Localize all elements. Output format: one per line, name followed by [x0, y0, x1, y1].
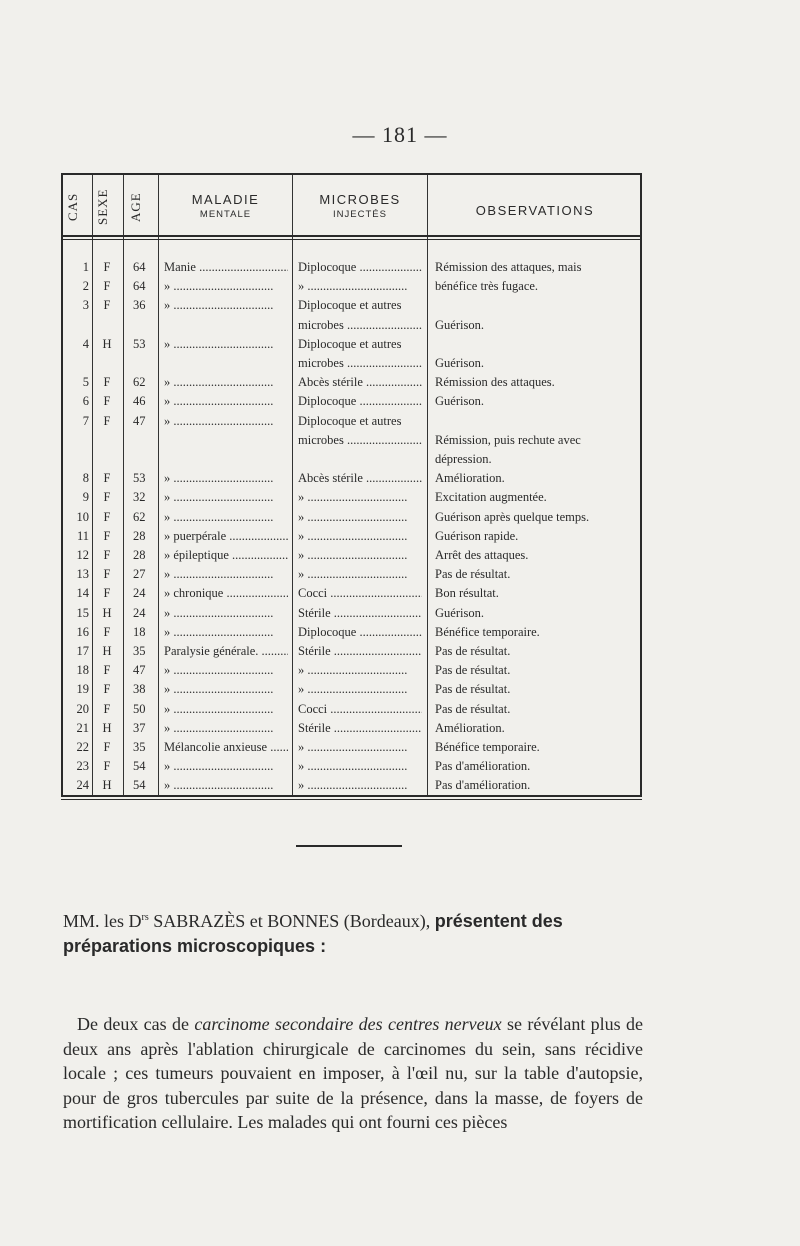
cell-cas: 17: [76, 644, 89, 658]
cell-microbes: Diplocoque .....: [298, 625, 422, 639]
cell-observations: Guérison.: [435, 317, 484, 332]
table-row: [63, 548, 640, 566]
cell-observations: Rémission des attaques, mais: [435, 260, 582, 274]
cell-microbes: Stérile .....: [298, 644, 422, 658]
cell-age: 53: [133, 471, 146, 486]
cell-observations: Guérison après quelque temps.: [435, 509, 590, 524]
cell-microbes: » .....: [298, 567, 422, 581]
cell-cas: 24: [76, 778, 89, 793]
table-row: [63, 759, 640, 777]
cell-sexe: F: [103, 528, 111, 543]
cell-microbes: » .....: [298, 548, 422, 562]
cell-sexe: F: [103, 624, 111, 639]
cell-microbes: Stérile .....: [298, 606, 422, 620]
para1-bold: présentent des préparations microscopiques :: [63, 911, 563, 956]
cell-observations: Pas d'amélioration.: [435, 778, 531, 793]
section-divider: [296, 845, 402, 847]
cell-maladie: » .....: [164, 625, 288, 639]
cell-sexe: F: [103, 586, 111, 601]
cell-cas: 10: [76, 509, 89, 524]
cell-age: 35: [133, 740, 146, 754]
para1-sup: rs: [141, 912, 149, 923]
cell-sexe: H: [102, 644, 112, 658]
cell-observations: Rémission, puis rechute avec: [435, 432, 581, 447]
cell-observations: bénéfice très fugace.: [435, 279, 539, 294]
cell-cas: 3: [82, 298, 89, 313]
table-row: [63, 318, 640, 336]
cell-microbes: » .....: [298, 759, 422, 773]
cell-cas: 14: [76, 586, 89, 601]
header-observations: [428, 203, 642, 218]
cell-age: 28: [133, 548, 146, 562]
cell-microbes: » .....: [298, 740, 422, 754]
cell-maladie: » .....: [164, 471, 288, 485]
cell-cas: 13: [76, 567, 89, 582]
cell-observations: Guérison rapide.: [435, 528, 519, 543]
cell-age: 28: [133, 528, 146, 543]
cell-sexe: F: [103, 279, 111, 294]
cell-observations: Excitation augmentée.: [435, 490, 547, 505]
cell-maladie: » épileptique .....: [164, 548, 288, 562]
cell-microbes: » .....: [298, 682, 422, 696]
table-row: [63, 471, 640, 489]
cell-observations: Bénéfice temporaire.: [435, 624, 540, 639]
table-row: [63, 606, 640, 624]
table-row: [63, 490, 640, 508]
cell-age: 46: [133, 394, 146, 409]
cell-observations: Pas de résultat.: [435, 644, 511, 658]
para2-italic: carcinome secondaire des centres nerveux: [194, 1014, 502, 1034]
cell-maladie: » .....: [164, 490, 288, 504]
cell-sexe: H: [102, 720, 112, 735]
cell-sexe: F: [103, 260, 111, 274]
para2-text-b: se révélant plus de deux ans après l'ablation chirurgicale de carcinomes du sein, sans récidive locale ; ces tumeurs pouvaient en imposer, à l'œil nu, sur la table d'autopsie, pour de gros tubercules par suite de la présence, dans la masse, de foyers de mortification cellulaire. Les malades qui ont fourni ces pièces: [63, 1014, 644, 1132]
para1-text-b: SABRAZÈS et BONNES (Bordeaux),: [148, 911, 435, 931]
cell-sexe: F: [103, 413, 111, 428]
cell-microbes: Abcès stérile .....: [298, 375, 422, 389]
cell-age: 32: [133, 490, 146, 505]
cell-sexe: F: [103, 740, 111, 754]
cell-sexe: F: [103, 701, 111, 716]
header-observations-title: OBSERVATIONS: [475, 203, 595, 218]
cell-observations: Pas de résultat.: [435, 682, 511, 697]
cell-cas: 4: [82, 336, 89, 351]
cell-maladie: » .....: [164, 337, 288, 351]
table-row: [63, 721, 640, 739]
cell-age: 50: [133, 701, 146, 716]
cell-maladie: » puerpérale .....: [164, 529, 288, 543]
cell-maladie: » .....: [164, 279, 288, 293]
cell-age: 36: [133, 298, 146, 313]
cell-microbes: Cocci .....: [298, 702, 422, 716]
cell-cas: 11: [76, 528, 89, 543]
cell-microbes: microbes .....: [298, 433, 422, 447]
cell-sexe: H: [102, 605, 112, 620]
cell-age: 37: [133, 720, 146, 735]
table-row: [63, 644, 640, 662]
cell-age: 62: [133, 509, 146, 524]
table-row: [63, 625, 640, 643]
table-row: [63, 740, 640, 758]
cell-microbes: microbes .....: [298, 356, 422, 370]
cell-observations: Pas de résultat.: [435, 663, 511, 678]
cell-cas: 23: [76, 759, 89, 774]
cell-sexe: F: [103, 548, 111, 562]
cell-age: 24: [133, 605, 146, 620]
header-rule: [63, 235, 640, 237]
cell-observations: Rémission des attaques.: [435, 375, 555, 390]
cell-sexe: F: [103, 471, 111, 486]
cell-microbes: Diplocoque .....: [298, 260, 422, 274]
cell-maladie: » .....: [164, 759, 288, 773]
cell-cas: 15: [76, 605, 89, 620]
cell-age: 18: [133, 624, 146, 639]
cell-microbes: » .....: [298, 778, 422, 792]
header-sexe: SEXE: [95, 188, 110, 226]
cell-sexe: F: [103, 509, 111, 524]
header-age: AGE: [128, 192, 143, 222]
cell-cas: 9: [82, 490, 89, 505]
cell-sexe: F: [103, 663, 111, 678]
cell-age: 38: [133, 682, 146, 697]
table-row: [63, 778, 640, 796]
cell-cas: 1: [82, 260, 89, 274]
cell-microbes: » .....: [298, 510, 422, 524]
cell-microbes: Abcès stérile .....: [298, 471, 422, 485]
cell-maladie: » .....: [164, 778, 288, 792]
cell-observations: dépression.: [435, 452, 492, 466]
table-row: [63, 682, 640, 700]
cell-cas: 7: [82, 413, 89, 428]
header-microbes: [293, 192, 427, 220]
header-rule: [63, 239, 640, 240]
page-number: — 181 —: [352, 122, 448, 147]
table-row: [63, 298, 640, 316]
cell-cas: 19: [76, 682, 89, 697]
cell-maladie: » chronique .....: [164, 586, 288, 600]
table-row: [63, 529, 640, 547]
cell-observations: Amélioration.: [435, 720, 505, 735]
table-row: [63, 414, 640, 432]
table-row: [63, 702, 640, 720]
table-row: [63, 586, 640, 604]
cell-age: 47: [133, 413, 146, 428]
cell-observations: Guérison.: [435, 394, 484, 409]
cell-sexe: F: [103, 298, 111, 313]
cell-observations: Pas de résultat.: [435, 701, 511, 716]
paragraph-carcinoma: [63, 1012, 643, 1135]
cell-age: 27: [133, 567, 146, 582]
table-row: [63, 394, 640, 412]
cell-maladie: Mélancolie anxieuse .....: [164, 740, 288, 754]
cell-maladie: » .....: [164, 567, 288, 581]
cell-maladie: Manie .....: [164, 260, 288, 274]
cell-cas: 5: [82, 375, 89, 390]
cell-cas: 8: [82, 471, 89, 486]
cell-cas: 16: [76, 624, 89, 639]
para2-text-a: De deux cas de: [77, 1014, 195, 1034]
cell-observations: Bénéfice temporaire.: [435, 740, 540, 754]
cell-observations: Pas d'amélioration.: [435, 759, 531, 774]
cell-cas: 6: [82, 394, 89, 409]
header-maladie-title: MALADIE: [191, 192, 260, 207]
cell-age: 62: [133, 375, 146, 390]
cell-observations: Arrêt des attaques.: [435, 548, 529, 562]
cell-maladie: » .....: [164, 702, 288, 716]
cell-maladie: » .....: [164, 298, 288, 312]
table-row: [63, 356, 640, 374]
cell-maladie: » .....: [164, 414, 288, 428]
cell-cas: 21: [76, 720, 89, 735]
cell-age: 64: [133, 260, 146, 274]
cell-age: 24: [133, 586, 146, 601]
cell-maladie: » .....: [164, 682, 288, 696]
cell-maladie: Paralysie générale. .....: [164, 644, 288, 658]
cell-maladie: » .....: [164, 663, 288, 677]
cell-sexe: H: [102, 336, 112, 351]
cell-sexe: F: [103, 490, 111, 505]
cell-maladie: » .....: [164, 606, 288, 620]
table-row: [63, 510, 640, 528]
cell-maladie: » .....: [164, 721, 288, 735]
table-row: [63, 452, 640, 470]
cell-observations: Amélioration.: [435, 471, 505, 486]
cell-observations: Guérison.: [435, 605, 484, 620]
cell-cas: 20: [76, 701, 89, 716]
cell-microbes: » .....: [298, 490, 422, 504]
cell-observations: Bon résultat.: [435, 586, 499, 601]
cell-observations: Guérison.: [435, 356, 484, 370]
cell-age: 47: [133, 663, 146, 678]
header-maladie: [159, 192, 292, 220]
cell-microbes: » .....: [298, 279, 422, 293]
cell-microbes: Diplocoque et autres: [298, 298, 402, 313]
cell-microbes: » .....: [298, 663, 422, 677]
cell-maladie: » .....: [164, 510, 288, 524]
table-row: [63, 375, 640, 393]
header-maladie-sub: MENTALE: [199, 209, 252, 220]
cell-sexe: F: [103, 394, 111, 409]
cell-microbes: Diplocoque et autres: [298, 413, 402, 428]
cell-cas: 2: [82, 279, 89, 294]
cell-sexe: F: [103, 759, 111, 774]
cell-cas: 12: [76, 548, 89, 562]
header-microbes-sub: INJECTÉS: [333, 209, 387, 220]
table-row: [63, 433, 640, 451]
case-table: [61, 173, 642, 797]
cell-sexe: F: [103, 682, 111, 697]
cell-microbes: Diplocoque .....: [298, 394, 422, 408]
para1-text-a: MM. les D: [63, 911, 142, 931]
header-microbes-title: MICROBES: [319, 192, 401, 207]
table-row: [63, 663, 640, 681]
table-row: [63, 337, 640, 355]
cell-microbes: microbes .....: [298, 318, 422, 332]
cell-age: 64: [133, 279, 146, 294]
cell-age: 53: [133, 336, 146, 351]
cell-sexe: F: [103, 375, 111, 390]
cell-maladie: » .....: [164, 394, 288, 408]
cell-age: 54: [133, 759, 146, 774]
paragraph-presenters: [63, 906, 643, 958]
cell-sexe: H: [102, 778, 112, 793]
cell-microbes: Stérile .....: [298, 721, 422, 735]
cell-cas: 22: [76, 740, 89, 754]
header-cas: CAS: [65, 192, 80, 222]
table-row: [63, 260, 640, 278]
cell-observations: Pas de résultat.: [435, 567, 511, 582]
cell-cas: 18: [76, 663, 89, 678]
cell-age: 54: [133, 778, 146, 793]
table-row: [63, 567, 640, 585]
cell-microbes: » .....: [298, 529, 422, 543]
table-bottom-rule: [61, 799, 642, 800]
cell-microbes: Cocci .....: [298, 586, 422, 600]
cell-microbes: Diplocoque et autres: [298, 336, 402, 351]
cell-age: 35: [133, 644, 146, 658]
cell-maladie: » .....: [164, 375, 288, 389]
cell-sexe: F: [103, 567, 111, 582]
table-row: [63, 279, 640, 297]
